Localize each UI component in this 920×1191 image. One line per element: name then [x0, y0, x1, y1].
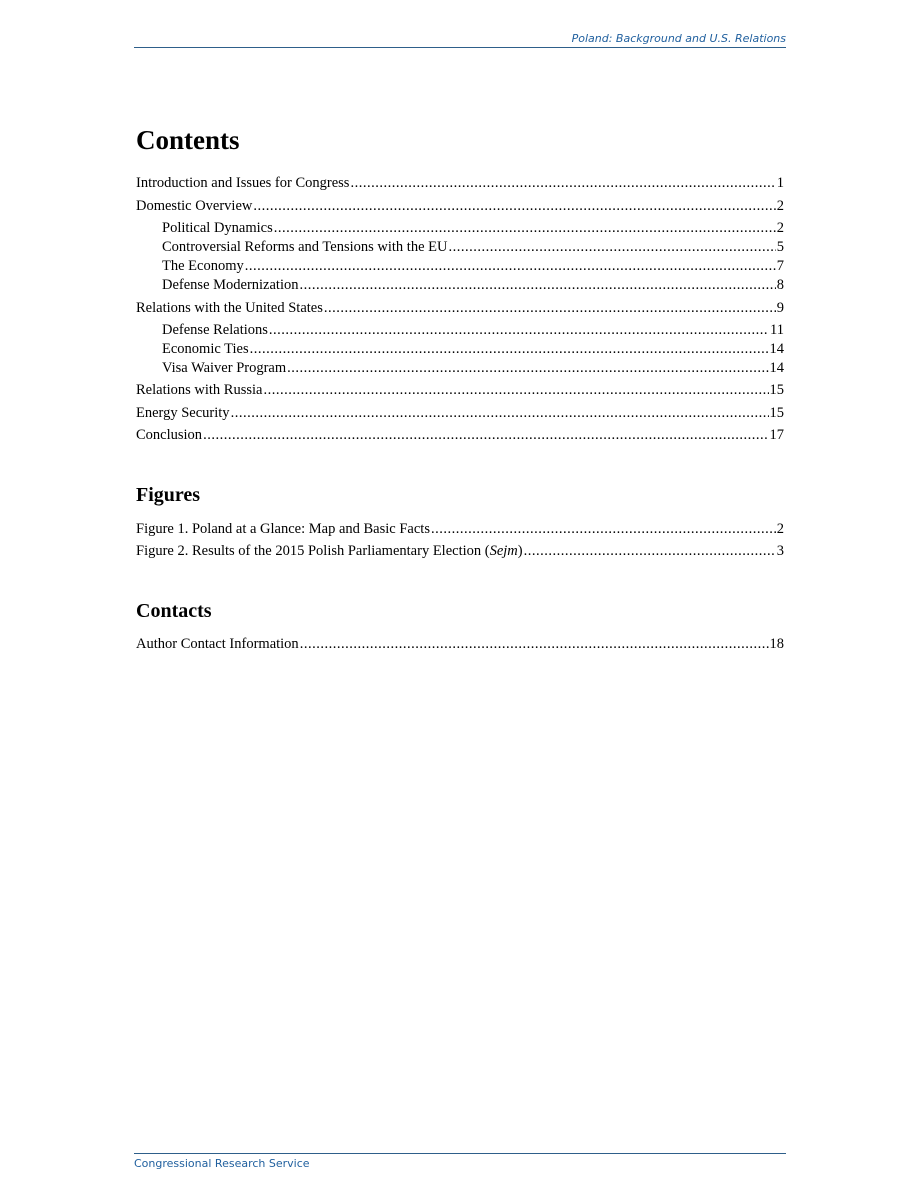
contacts-heading: Contacts: [136, 600, 212, 622]
toc-entry-domestic-overview[interactable]: Domestic Overview ..... 2: [136, 197, 784, 215]
toc-entry-introduction[interactable]: Introduction and Issues for Congress ..... 1: [136, 174, 784, 192]
footer-publisher: Congressional Research Service: [134, 1157, 310, 1170]
toc-entry-controversial-reforms[interactable]: Controversial Reforms and Tensions with the EU ..... 5: [162, 238, 784, 256]
running-header-title: Poland: Background and U.S. Relations: [571, 32, 786, 45]
page-footer: [134, 1153, 786, 1170]
contents-heading: Contents: [136, 125, 240, 155]
toc-entry-relations-united-states[interactable]: Relations with the United States ..... 9: [136, 299, 784, 317]
toc-entry-visa-waiver-program[interactable]: Visa Waiver Program ..... 14: [162, 359, 784, 377]
toc-entry-defense-modernization[interactable]: Defense Modernization ..... 8: [162, 276, 784, 294]
toc-entry-defense-relations[interactable]: Defense Relations ..... 11: [162, 321, 784, 339]
toc-entry-figure-2[interactable]: Figure 2. Results of the 2015 Polish Parliamentary Election (Sejm) ..... 3: [136, 542, 784, 560]
toc-entry-the-economy[interactable]: The Economy ..... 7: [162, 257, 784, 275]
figures-heading: Figures: [136, 484, 201, 506]
toc-entry-energy-security[interactable]: Energy Security ..... 15: [136, 404, 784, 422]
toc-entry-economic-ties[interactable]: Economic Ties ..... 14: [162, 340, 784, 358]
toc-entry-author-contact[interactable]: Author Contact Information ..... 18: [136, 635, 784, 653]
toc-entry-figure-1[interactable]: Figure 1. Poland at a Glance: Map and Basic Facts ..... 2: [136, 520, 784, 538]
toc-entry-conclusion[interactable]: Conclusion ..... 17: [136, 426, 784, 444]
toc-entry-relations-russia[interactable]: Relations with Russia ..... 15: [136, 381, 784, 399]
toc-entry-political-dynamics[interactable]: Political Dynamics ..... 2: [162, 219, 784, 237]
running-header: [134, 32, 786, 48]
